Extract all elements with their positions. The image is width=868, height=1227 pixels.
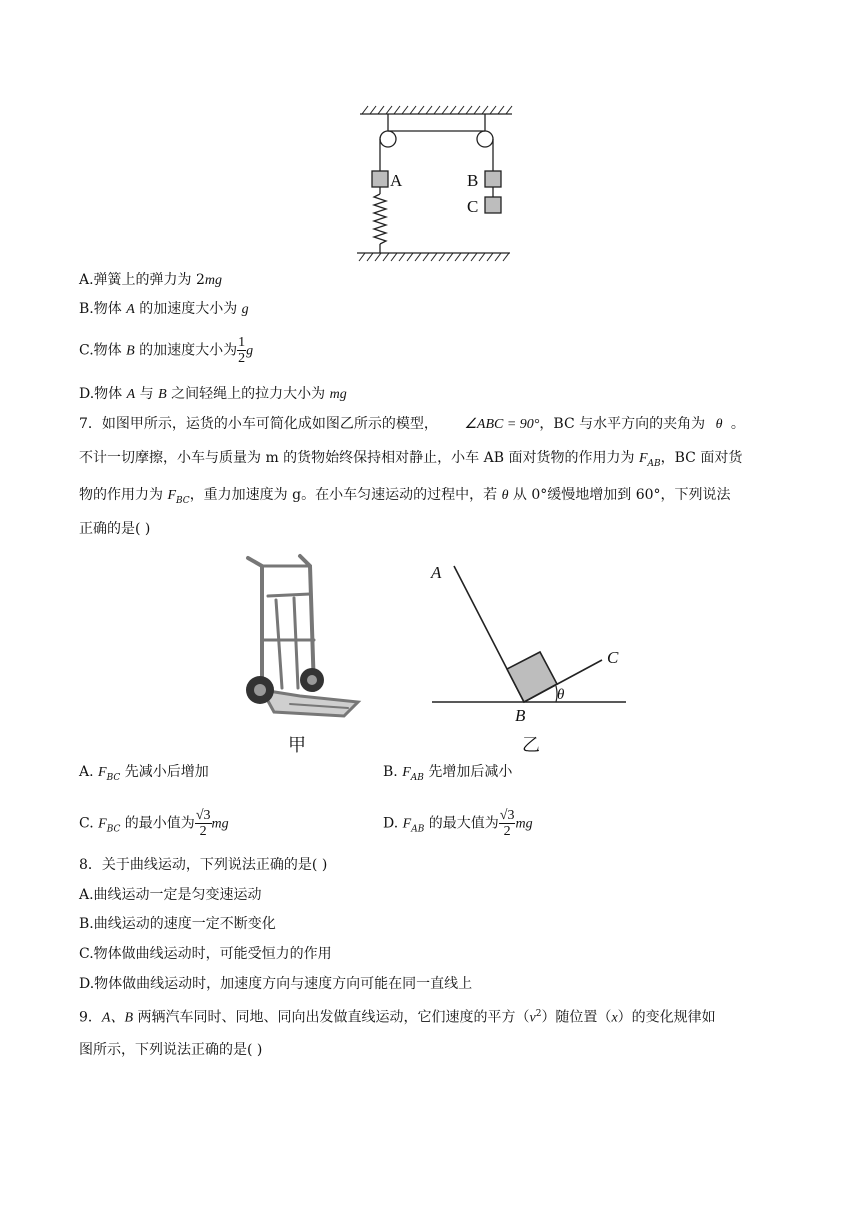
label-c: C: [467, 197, 479, 216]
fig-label-a: A: [431, 563, 442, 582]
q7-stem-line1: 7．如图甲所示，运货的小车可简化成如图乙所示的模型， ∠ABC = 90°，BC 与水平方向的夹角为 θ 。: [79, 416, 745, 432]
label-b: B: [467, 171, 479, 190]
q7-stem-line4: 正确的是( ): [79, 521, 151, 537]
q9-stem-line2: 图所示，下列说法正确的是( ): [79, 1042, 263, 1058]
q6-option-c: C.物体 B 的加速度大小为 $\frac{1}{2}$ g: [79, 335, 254, 366]
q7-stem-line3: 物的作用力为 $F_{BC}$，重力加速度为 g。在小车匀速运动的过程中，若 θ 从 0°缓慢地增加到 60°，下列说法: [79, 487, 731, 506]
q8-option-c: C.物体做曲线运动时，可能受恒力的作用: [79, 946, 332, 962]
fraction-sqrt3-over-2: $\frac{√3}{2}$: [499, 808, 515, 839]
q8-option-a: A.曲线运动一定是匀变速运动: [79, 887, 262, 903]
q6-option-b: B.物体 A 的加速度大小为 g: [79, 301, 249, 317]
q6-option-d: D.物体 A 与 B 之间轻绳上的拉力大小为 mg: [79, 386, 347, 402]
q7-option-d: D. $F_{AB}$ 的最大值为 $\frac{√3}{2}$ mg: [383, 808, 533, 839]
q8-option-b: B.曲线运动的速度一定不断变化: [79, 916, 276, 932]
q7-option-a: A. $F_{BC}$ 先减小后增加: [79, 764, 209, 783]
caption-jia: 甲: [288, 735, 306, 756]
q7-option-b: B. $F_{AB}$ 先增加后减小: [383, 764, 513, 783]
q7-option-c: C. $F_{BC}$ 的最小值为 $\frac{√3}{2}$ mg: [79, 808, 229, 839]
fig-label-b: B: [515, 706, 526, 725]
fig-label-theta: θ: [557, 687, 565, 703]
q8-stem: 8．关于曲线运动，下列说法正确的是( ): [79, 857, 328, 873]
q8-option-d: D.物体做曲线运动时，加速度方向与速度方向可能在同一直线上: [79, 976, 473, 992]
q7-stem-line2: 不计一切摩擦，小车与质量为 m 的货物始终保持相对静止，小车 AB 面对货物的作用力为 $F_{AB}$，BC 面对货: [79, 450, 743, 469]
q6-option-a: A.弹簧上的弹力为 2mg: [79, 272, 223, 288]
fraction-sqrt3-over-2: $\frac{√3}{2}$: [195, 808, 211, 839]
caption-yi: 乙: [522, 735, 540, 756]
fraction-half: $\frac{1}{2}$: [238, 335, 246, 366]
fig-label-c: C: [607, 648, 619, 667]
label-a: A: [390, 171, 403, 190]
q9-stem-line1: 9．A、B 两辆汽车同时、同地、同向出发做直线运动，它们速度的平方$(v^2)$随位置（x）的变化规律如: [79, 1009, 716, 1026]
